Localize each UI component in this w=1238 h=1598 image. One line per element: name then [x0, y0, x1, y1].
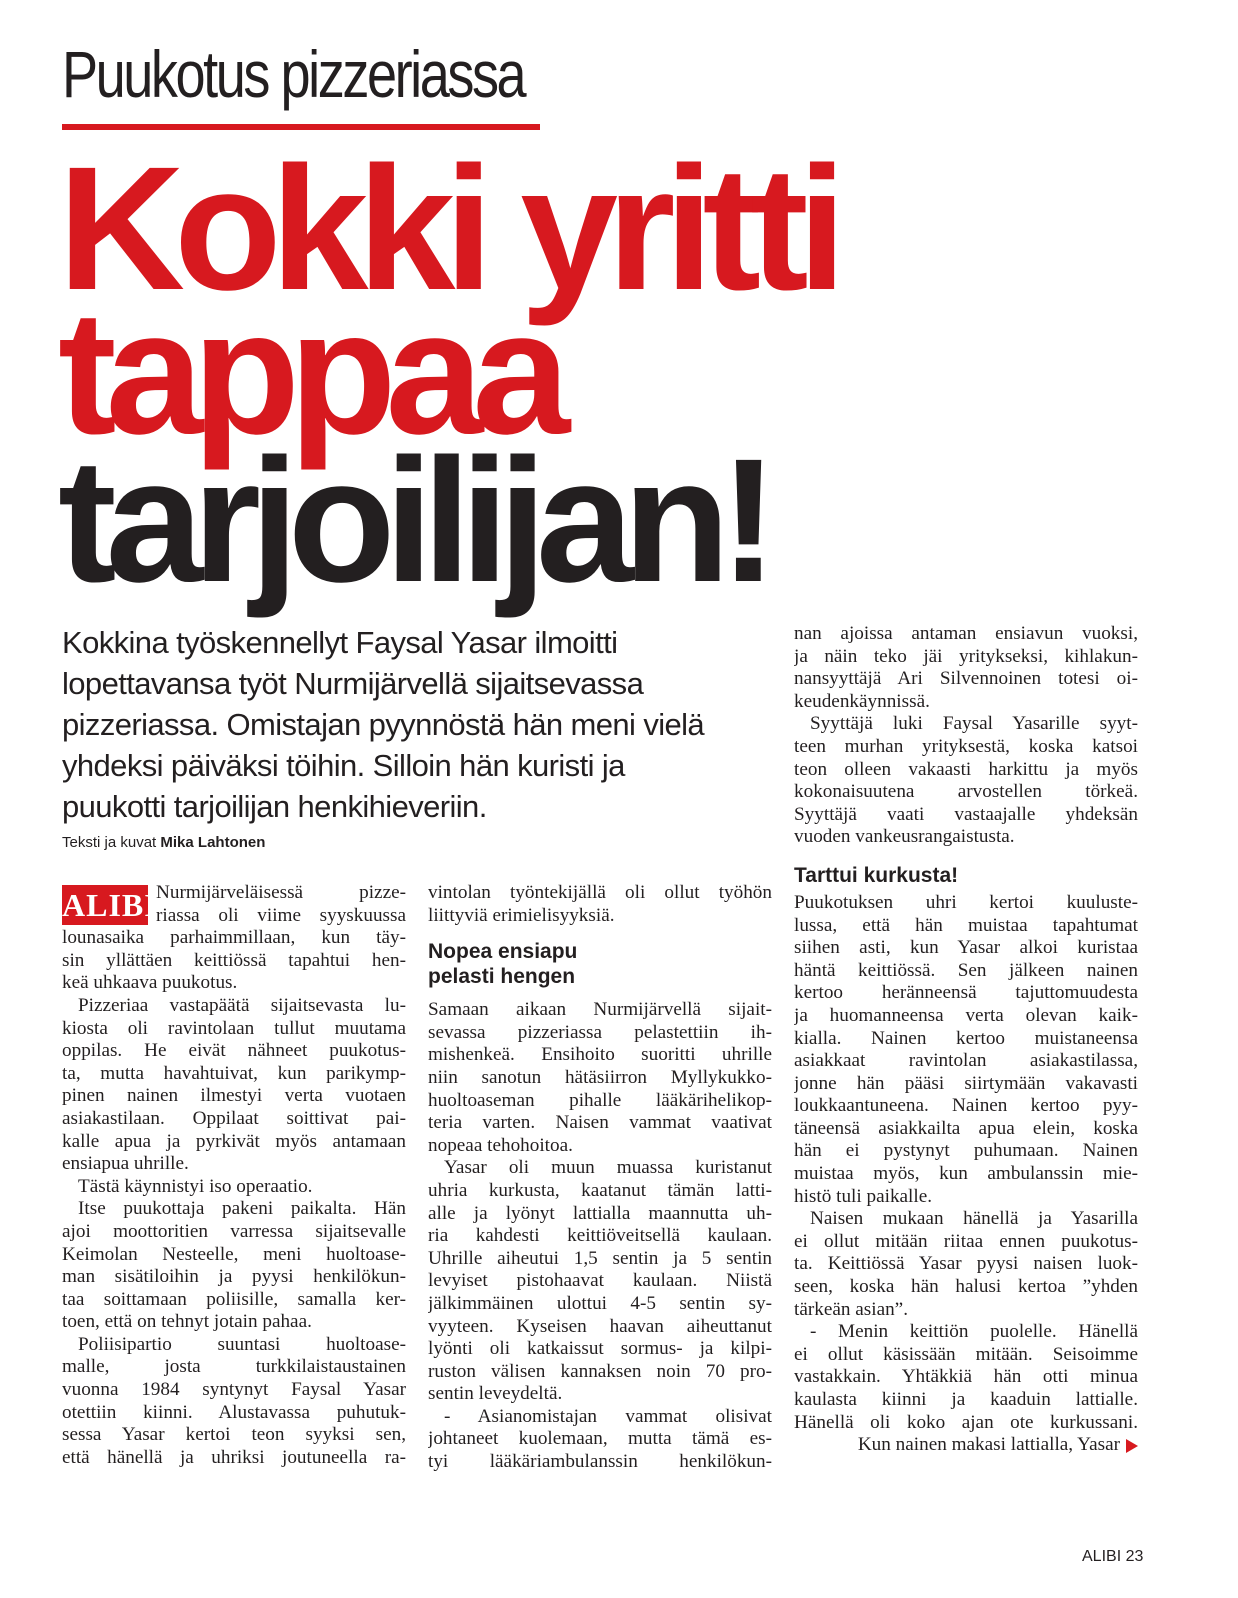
body-text-line: tyi lääkäriambulanssin henkilökun-: [428, 1451, 772, 1473]
subheading: pelasti hengen: [428, 965, 576, 989]
body-text-line: kialla. Nainen kertoo muistaneensa: [794, 1027, 1138, 1049]
body-text-line: tärkeän asian”.: [794, 1298, 908, 1320]
body-text-line: sin yllättäen keittiössä tapahtui hen-: [62, 949, 406, 971]
lead-paragraph: [62, 622, 782, 827]
body-text-line: jälkimmäinen ulottui 4-5 sentin sy-: [428, 1292, 772, 1314]
headline-line-1: Kokki yritti: [58, 131, 836, 327]
body-text-line: Syyttäjä vaati vastaajalle yhdeksän: [794, 803, 1138, 825]
body-text-line: taa soittamaan poliisille, samalla ker-: [62, 1288, 406, 1310]
body-text-line: keudenkäynnissä.: [794, 690, 930, 712]
body-text-line: vintolan työntekijällä oli ollut työhön: [428, 882, 772, 903]
body-column-1: [62, 882, 406, 1469]
body-text-line: nopeaa tehohoitoa.: [428, 1134, 573, 1156]
body-text-line: sentin leveydeltä.: [428, 1383, 563, 1405]
alibi-logo: ALIBI: [62, 887, 158, 923]
body-text-line: seen, koska hän halusi kertoa ”yhden: [794, 1276, 1138, 1298]
body-text-line: lyönti oli katkaissut sormus- ja kilpi-: [428, 1338, 772, 1360]
body-text-line: Nurmijärveläisessä pizze-: [156, 882, 406, 903]
body-text-line: mishenkeä. Ensihoito suoritti uhrille: [428, 1044, 772, 1066]
body-text-line: ei ollut mitään riitaa ennen puukotus-: [794, 1230, 1138, 1252]
body-text-line: johtaneet kuolemaan, mutta tämä es-: [428, 1428, 772, 1450]
body-text-line: ja näin teko jäi yritykseksi, kihlakun-: [794, 645, 1138, 667]
body-text-line: ensiapua uhrille.: [62, 1153, 189, 1175]
body-text-line: pinen nainen ilmestyi verta vuotaen: [62, 1085, 406, 1107]
body-text-line: Poliisipartio suuntasi huoltoase-: [78, 1333, 406, 1355]
body-text-line: Keimolan Nesteelle, meni huoltoase-: [62, 1243, 406, 1265]
body-text-line: liittyviä erimielisyyksiä.: [428, 904, 615, 926]
body-text-line: ja huomanneensa verta olevan kaik-: [794, 1004, 1138, 1026]
body-text-line: alle ja lyönyt lattialla maannutta uh-: [428, 1202, 772, 1224]
body-text-line: ruston välisen kannaksen noin 70 pro-: [428, 1360, 772, 1382]
body-text-line: toen, että on tehnyt jotain pahaa.: [62, 1311, 312, 1333]
body-text-line: sessa Yasar kertoi teon syyksi sen,: [62, 1424, 406, 1446]
body-text-line: ajoi moottoritien varressa sijaitsevalle: [62, 1220, 406, 1242]
body-text-line: lussa, että hän muistaa tapahtumat: [794, 914, 1138, 936]
lead-line: Kokkina työskennellyt Faysal Yasar ilmoitti: [62, 625, 618, 660]
body-text-line: Tästä käynnistyi iso operaatio.: [78, 1175, 313, 1197]
body-text-line: vyyteen. Kyseisen haavan aiheuttanut: [428, 1315, 772, 1337]
body-text-line: ta, mutta havahtuivat, kun parikymp-: [62, 1062, 406, 1084]
body-text-line: - Menin keittiön puolelle. Hänellä: [810, 1321, 1138, 1343]
body-text-line: Syyttäjä luki Faysal Yasarille syyt-: [810, 713, 1138, 735]
body-text-line: hän ei pystynyt puhumaan. Nainen: [794, 1140, 1138, 1162]
body-text-line: levyiset pistohaavat kaulaan. Niistä: [428, 1270, 772, 1292]
body-text-line: ei ollut käsissään mitään. Seisoimme: [794, 1343, 1138, 1365]
lead-line: lopettavansa työt Nurmijärvellä sijaitsevassa: [62, 666, 644, 701]
body-text-line: muistaa myös, kun ambulanssin mie-: [794, 1163, 1138, 1185]
body-text-line: man sisätiloihin ja pyysi henkilökun-: [62, 1266, 406, 1288]
body-text-line: että hänellä ja uhriksi joutuneella ra-: [62, 1446, 406, 1468]
lead-line: yhdeksi päiväksi töihin. Silloin hän kuristi ja: [62, 748, 625, 783]
page-folio: ALIBI 23: [1082, 1548, 1144, 1565]
body-text-line: kiosta oli ravintolaan tullut muutama: [62, 1017, 406, 1039]
body-text-line: vuonna 1984 syntynyt Faysal Yasar: [62, 1379, 406, 1401]
body-text-line: - Asianomistajan vammat olisivat: [444, 1405, 772, 1427]
body-text-line: Yasar oli muun muassa kuristanut: [444, 1157, 772, 1179]
continue-arrow-icon: [1126, 1439, 1138, 1453]
body-text-line: Puukotuksen uhri kertoi kuuluste-: [794, 891, 1138, 913]
body-text-line: oppilas. He eivät nähneet puukotus-: [62, 1040, 406, 1062]
body-text-line: Naisen mukaan hänellä ja Yasarilla: [810, 1208, 1138, 1230]
body-text-line: kokonaisuutena arvostellen törkeä.: [794, 781, 1138, 803]
kicker-rule: [62, 124, 540, 130]
body-text-line: Samaan aikaan Nurmijärvellä sijait-: [428, 999, 772, 1021]
body-text-line: ria kahdesti keittiöveitsellä kaulaan.: [428, 1225, 772, 1247]
body-column-2: [428, 882, 772, 1474]
body-text-line: kalle apua ja pyrkivät myös antamaan: [62, 1130, 406, 1152]
subheading: Nopea ensiapu: [428, 940, 578, 964]
lead-line: pizzeriassa. Omistajan pyynnöstä hän meni vielä: [62, 707, 705, 742]
body-text-line: teen murhan yrityksestä, koska katsoi: [794, 735, 1138, 757]
body-text-line: malle, josta turkkilaistaustainen: [62, 1356, 406, 1378]
body-text-line: huoltoaseman pihalle lääkärihelikop-: [428, 1089, 772, 1111]
kicker: Puukotus pizzeriassa: [62, 37, 525, 111]
subheading: Tarttui kurkusta!: [794, 863, 959, 887]
body-text-line: histö tuli paikalle.: [794, 1185, 933, 1207]
body-text-line: lounasaika parhaimmillaan, kun täy-: [62, 927, 406, 949]
byline-author: Mika Lahtonen: [160, 834, 266, 851]
body-text-line: riassa oli viime syyskuussa: [156, 904, 406, 926]
body-text-line: kertoo heränneensä tajuttomuudesta: [794, 982, 1138, 1004]
body-text-line: Uhrille aiheutui 1,5 sentin ja 5 sentin: [428, 1247, 772, 1269]
body-text-line: vastakkain. Yhtäkkiä hän otti minua: [794, 1366, 1138, 1388]
body-text-line: niin sanotun hätäsiirron Myllykukko-: [428, 1066, 772, 1088]
body-text-line: nan ajoissa antaman ensiavun vuoksi,: [794, 623, 1138, 644]
body-text-line: siihen asti, kun Yasar alkoi kuristaa: [794, 937, 1138, 959]
body-text-line: uhria kurkusta, kaatanut tämän latti-: [428, 1179, 772, 1201]
headline-line-2: tappaa: [58, 275, 560, 471]
body-text-line: nansyyttäjä Ari Silvennoinen totesi oi-: [794, 668, 1138, 690]
body-text-line: otettiin kiinni. Alustavassa puhutuk-: [62, 1401, 406, 1423]
body-text-line: loukkaantuneena. Nainen kertoo pyy-: [794, 1095, 1138, 1117]
body-text-line: asiakastilaan. Oppilaat soittivat pai-: [62, 1107, 406, 1129]
body-column-3: [794, 623, 1138, 1457]
body-text-line: Itse puukottaja pakeni paikalta. Hän: [78, 1198, 406, 1220]
body-text-line: asiakkaat ravintolan asiakastilassa,: [794, 1050, 1138, 1072]
body-text-line: teria varten. Naisen vammat vaativat: [428, 1112, 772, 1134]
body-text-line: jonne hän pääsi siirtymään vakavasti: [794, 1072, 1138, 1094]
body-text-line: Pizzeriaa vastapäätä sijaitsevasta lu-: [78, 994, 406, 1016]
byline: [62, 834, 265, 851]
body-text-line: Hänellä oli koko ajan ote kurkussani.: [794, 1411, 1138, 1433]
body-text-line: Kun nainen makasi lattialla, Yasar: [794, 1434, 1138, 1457]
body-text-line: keä uhkaava puukotus.: [62, 972, 238, 994]
body-text-line: teon olleen vakaasti harkittu ja myös: [794, 758, 1138, 780]
body-text-line: ta. Keittiössä Yasar pyysi naisen luok-: [794, 1253, 1138, 1275]
body-text-line: kaulasta kiinni ja kaaduin lattialle.: [794, 1389, 1138, 1410]
body-text-line: vuoden vankeusrangaistusta.: [794, 826, 1015, 848]
byline-prefix: Teksti ja kuvat: [62, 834, 157, 851]
headline-line-3: tarjoilijan!: [58, 423, 767, 619]
body-text-line: täneensä asiakkailta apua elein, koska: [794, 1117, 1138, 1139]
body-text-line: häntä keittiössä. Sen jälkeen nainen: [794, 959, 1138, 981]
body-text-line: sevassa pizzeriassa pelastettiin ih-: [428, 1021, 772, 1043]
lead-line: puukotti tarjoilijan henkihieveriin.: [62, 789, 487, 824]
